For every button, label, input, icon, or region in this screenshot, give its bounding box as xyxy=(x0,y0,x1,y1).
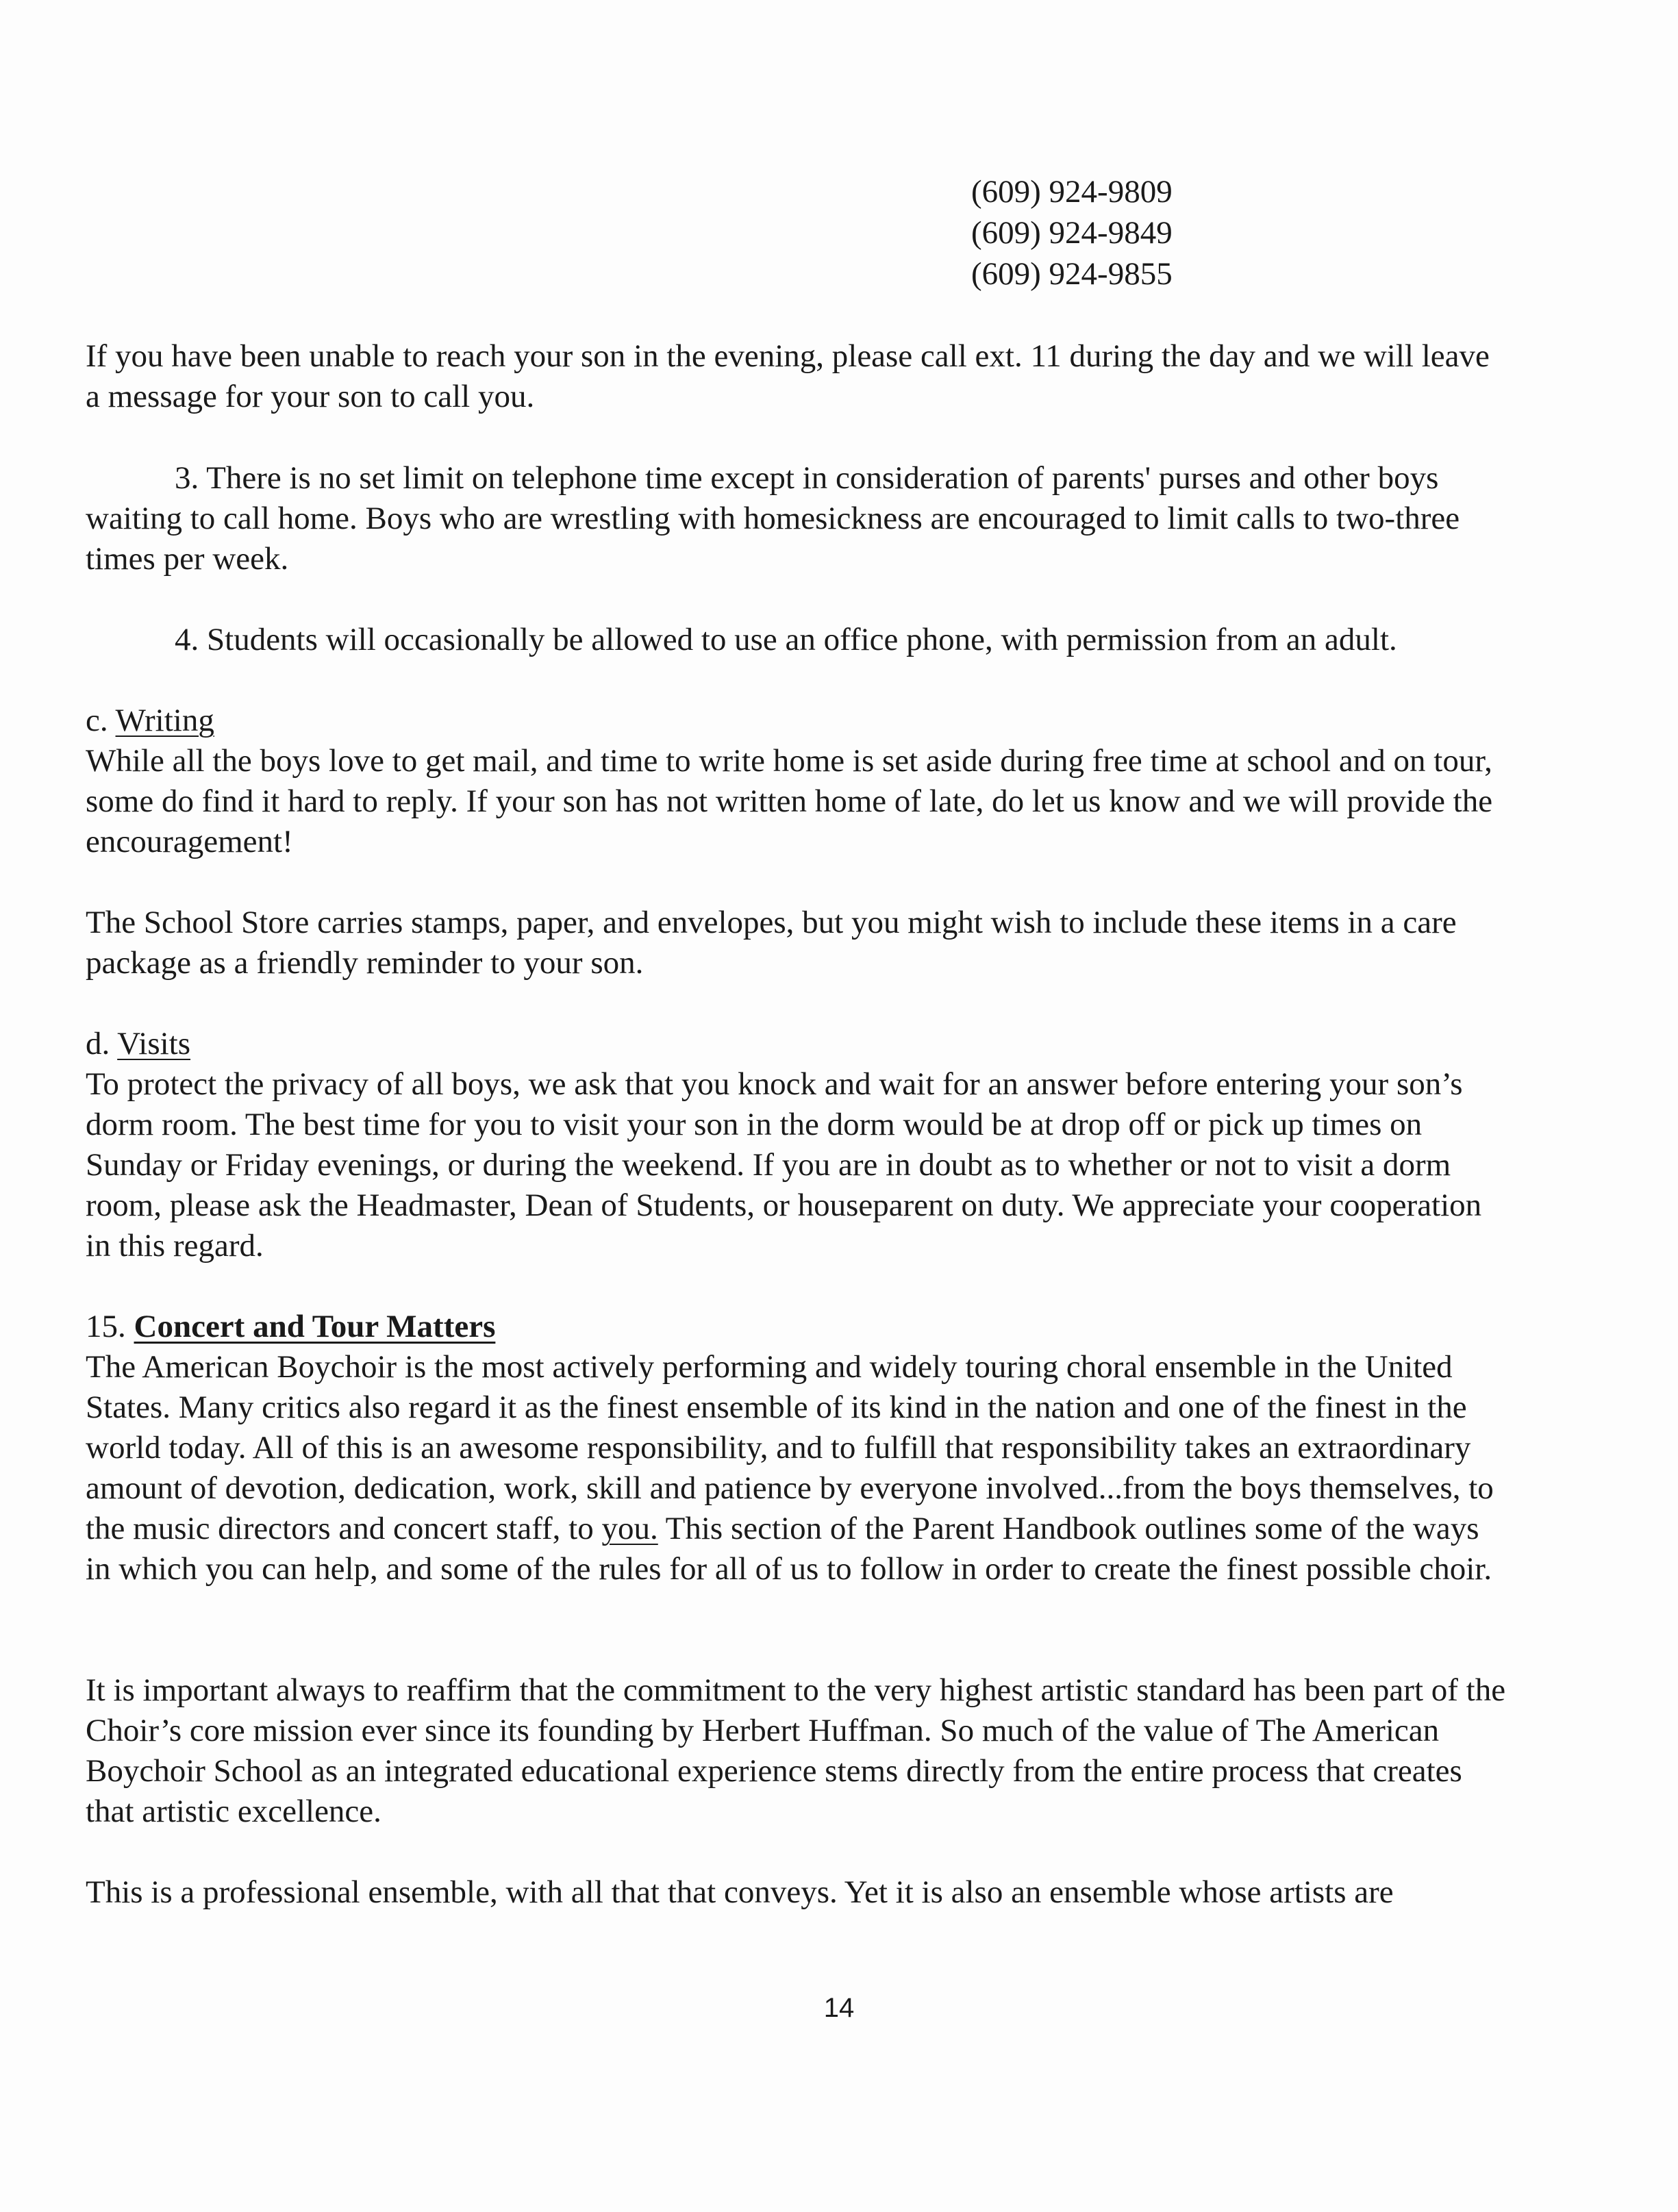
emphasis-you: you. xyxy=(601,1511,658,1546)
section-title: Writing xyxy=(115,703,214,738)
section-label: d. xyxy=(86,1026,110,1061)
list-item-number: 3. xyxy=(175,460,199,496)
section-title: Concert and Tour Matters xyxy=(134,1309,496,1344)
list-item-3 xyxy=(86,458,1510,579)
paragraph-unable-to-reach: If you have been unable to reach your son in the evening, please call ext. 11 during the day and we will leave a message for your son to call you. xyxy=(86,338,1490,414)
list-item-text: There is no set limit on telephone time except in consideration of parents' purses and other boys waiting to call home. Boys who are wrestling with homesickness are encouraged to limit calls to two-three times per week. xyxy=(86,460,1460,577)
section-heading-writing xyxy=(86,701,1510,741)
list-item-4 xyxy=(86,620,1510,660)
paragraph-professional-ensemble: This is a professional ensemble, with all that that conveys. Yet it is also an ensemble whose artists are xyxy=(86,1874,1394,1910)
list-item-number: 4. xyxy=(175,622,199,657)
phone-number: (609) 924-9855 xyxy=(971,256,1173,292)
paragraph-writing: While all the boys love to get mail, and time to write home is set aside during free time at school and on tour, some do find it hard to reply. If your son has not written home of late, do let us know and we will provide the encouragement! xyxy=(86,743,1493,859)
section-label: c. xyxy=(86,703,108,738)
paragraph-school-store: The School Store carries stamps, paper, and envelopes, but you might wish to include these items in a care package as a friendly reminder to your son. xyxy=(86,905,1457,981)
section-title: Visits xyxy=(117,1026,191,1061)
section-heading-concert xyxy=(86,1307,1510,1347)
list-item-text: Students will occasionally be allowed to use an office phone, with permission from an adult. xyxy=(207,622,1397,657)
page-number: 14 xyxy=(823,1993,855,2023)
section-heading-visits xyxy=(86,1024,1510,1064)
phone-number: (609) 924-9809 xyxy=(971,174,1173,210)
paragraph-concert-intro: The American Boychoir is the most actively performing and widely touring choral ensemble in the United States. Many critics also regard it as the finest ensemble of its kind in the nation and one of the finest in the world today. All of this is an awesome responsibility, and to fulfill that responsibility takes an extraordinary amount of devotion, dedication, work, skill and patience by everyone involved...from the boys themselves, to the music directors and concert staff, to you. This section of the Parent Handbook outlines some of the ways in which you can help, and some of the rules for all of us to follow in order to create the finest possible choir. xyxy=(86,1349,1494,1587)
paragraph-visits: To protect the privacy of all boys, we ask that you knock and wait for an answer before entering your son’s dorm room. The best time for you to visit your son in the dorm would be at drop off or pick up times on Sunday or Friday evenings, or during the weekend. If you are in doubt as to whether or not to visit a dorm room, please ask the Headmaster, Dean of Students, or houseparent on duty. We appreciate your cooperation in this regard. xyxy=(86,1066,1482,1264)
phone-number: (609) 924-9849 xyxy=(971,215,1173,251)
section-number: 15. xyxy=(86,1309,126,1344)
phone-number-list xyxy=(971,171,1173,294)
paragraph-artistic-standard: It is important always to reaffirm that the commitment to the very highest artistic standard has been part of the Choir’s core mission ever since its founding by Herbert Huffman. So much of the value of The American Boychoir School as an integrated educational experience stems directly from the entire process that creates that artistic excellence. xyxy=(86,1672,1506,1829)
